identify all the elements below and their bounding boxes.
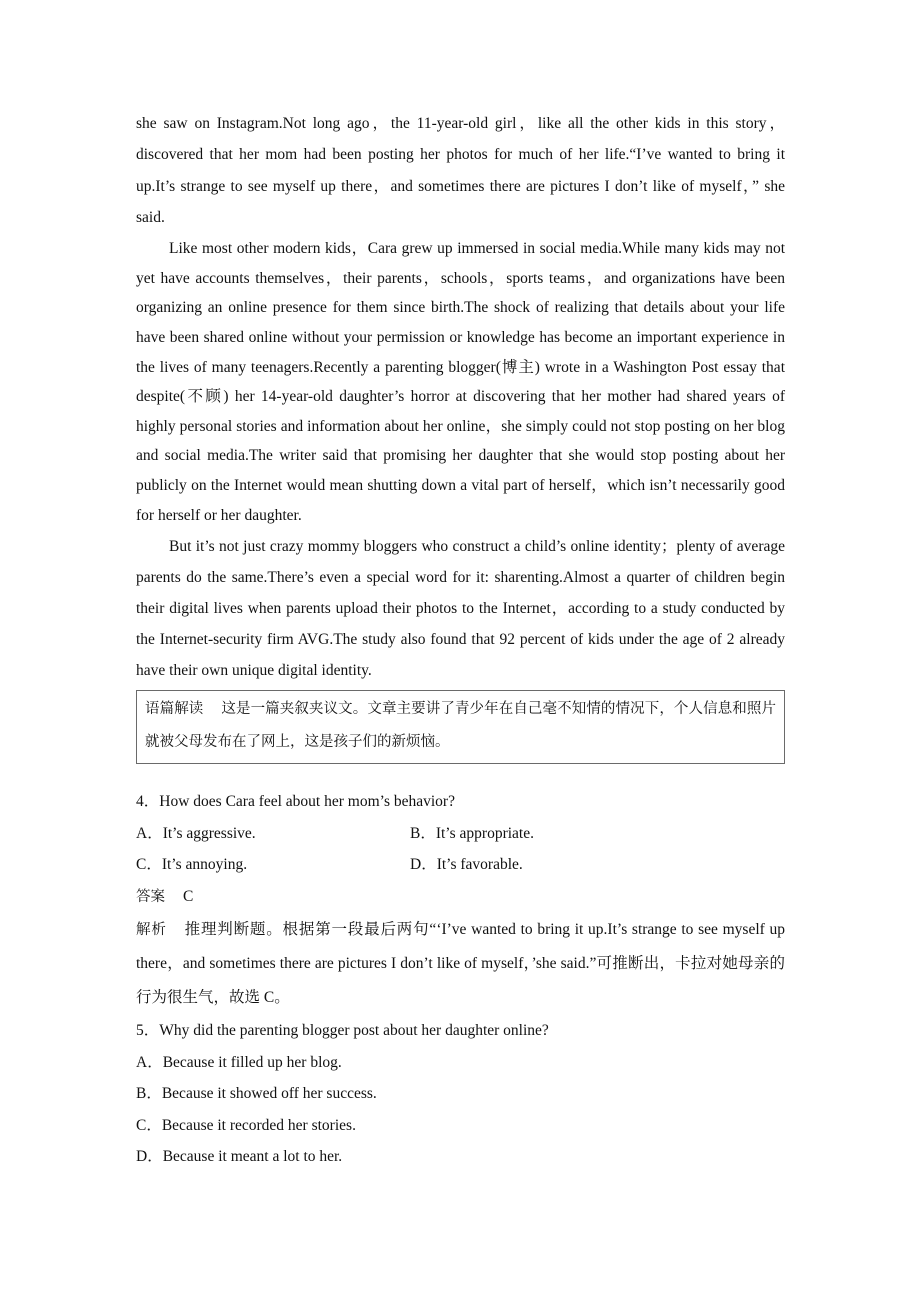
- option-text: It’s aggressive.: [162, 824, 256, 842]
- option-text: Because it meant a lot to her.: [162, 1148, 343, 1166]
- summary-text: 这是一篇夹叙夹议文。文章主要讲了青少年在自己毫不知情的情况下，个人信息和照片就被父母发布在了网上，这是孩子们的新烦恼。: [145, 701, 776, 751]
- reading-passage: [136, 108, 785, 686]
- passage-summary-box: [136, 690, 785, 764]
- question-stem: [136, 786, 785, 818]
- option-text: Because it filled up her blog.: [162, 1053, 342, 1071]
- option-letter: B．: [136, 1085, 162, 1103]
- question-5: [136, 1015, 785, 1173]
- option-letter: A．: [136, 824, 163, 842]
- question-number: 5．: [136, 1022, 160, 1040]
- question-number: 4．: [136, 793, 160, 811]
- option-a: [136, 818, 410, 850]
- option-letter: A．: [136, 1053, 163, 1071]
- answer-line: [136, 881, 785, 914]
- option-d: [136, 1141, 785, 1173]
- option-c: [136, 1110, 785, 1142]
- option-letter: D．: [136, 1148, 163, 1166]
- option-row: [136, 818, 785, 850]
- question-4: [136, 786, 785, 1015]
- document-page: [136, 108, 785, 1173]
- answer-value: C: [183, 887, 194, 905]
- passage-paragraph-2: Like most other modern kids，Cara grew up immersed in social media.While many kids may not yet have accounts themselves，their parents，schools，sports teams，and organizations have been organizing an online presence for them since birth.The shock of realizing that details about your life have been shared online without your permission or knowledge has become an important experience in the lives of many teenagers.Recently a parenting blogger(博主) wrote in a Washington Post essay that despite(不顾) her 14-year-old daughter’s horror at discovering that her mother had shared years of highly personal stories and information about her online，she simply could not stop posting on her blog and social media.The writer said that promising her daughter that she would stop posting about her publicly on the Internet would mean shutting down a vital part of herself，which isn’t necessarily good for herself or her daughter.: [136, 240, 785, 524]
- option-letter: B．: [410, 824, 436, 842]
- summary-label: 语篇解读: [145, 701, 204, 718]
- option-b: [410, 818, 684, 850]
- answer-label: 答案: [136, 888, 165, 905]
- question-text: How does Cara feel about her mom’s behavior?: [159, 793, 455, 811]
- option-text: Because it showed off her success.: [161, 1085, 377, 1103]
- passage-paragraph-3: But it’s not just crazy mommy bloggers who construct a child’s online identity；plenty of average parents do the same.There’s even a special word for it: sharenting.Almost a quarter of children begin their digital lives when parents upload their photos to the Internet，according to a study conducted by the Internet-security firm AVG.The study also found that 92 percent of kids under the age of 2 already have their own unique digital identity.: [136, 538, 785, 680]
- analysis-text: 推理判断题。根据第一段最后两句“‘I’ve wanted to bring it up.It’s strange to see myself up there，and sometimes there are pictures I don’t like of myself，’she said.”可推断出，卡拉对她母亲的行为很生气，故选 C。: [136, 921, 785, 1007]
- option-text: Because it recorded her stories.: [161, 1116, 356, 1134]
- analysis-block: [136, 913, 785, 1015]
- question-stem: [136, 1015, 785, 1047]
- questions-section: [136, 786, 785, 1173]
- option-b: [136, 1078, 785, 1110]
- option-c: [136, 849, 410, 881]
- option-row: [136, 849, 785, 881]
- passage-paragraph-1: she saw on Instagram.Not long ago，the 11-year-old girl，like all the other kids in this story，discovered that her mom had been posting her photos for much of her life.“I’ve wanted to bring it up.It’s strange to see myself up there，and sometimes there are pictures I don’t like of myself，” she said.: [136, 115, 785, 226]
- option-a: [136, 1047, 785, 1079]
- option-text: It’s annoying.: [161, 856, 248, 874]
- option-letter: D．: [410, 856, 437, 874]
- option-d: [410, 849, 684, 881]
- option-text: It’s appropriate.: [435, 824, 534, 842]
- analysis-label: 解析: [136, 922, 167, 939]
- option-letter: C．: [136, 856, 162, 874]
- option-letter: C．: [136, 1116, 162, 1134]
- question-text: Why did the parenting blogger post about her daughter online?: [159, 1022, 549, 1040]
- option-text: It’s favorable.: [436, 856, 523, 874]
